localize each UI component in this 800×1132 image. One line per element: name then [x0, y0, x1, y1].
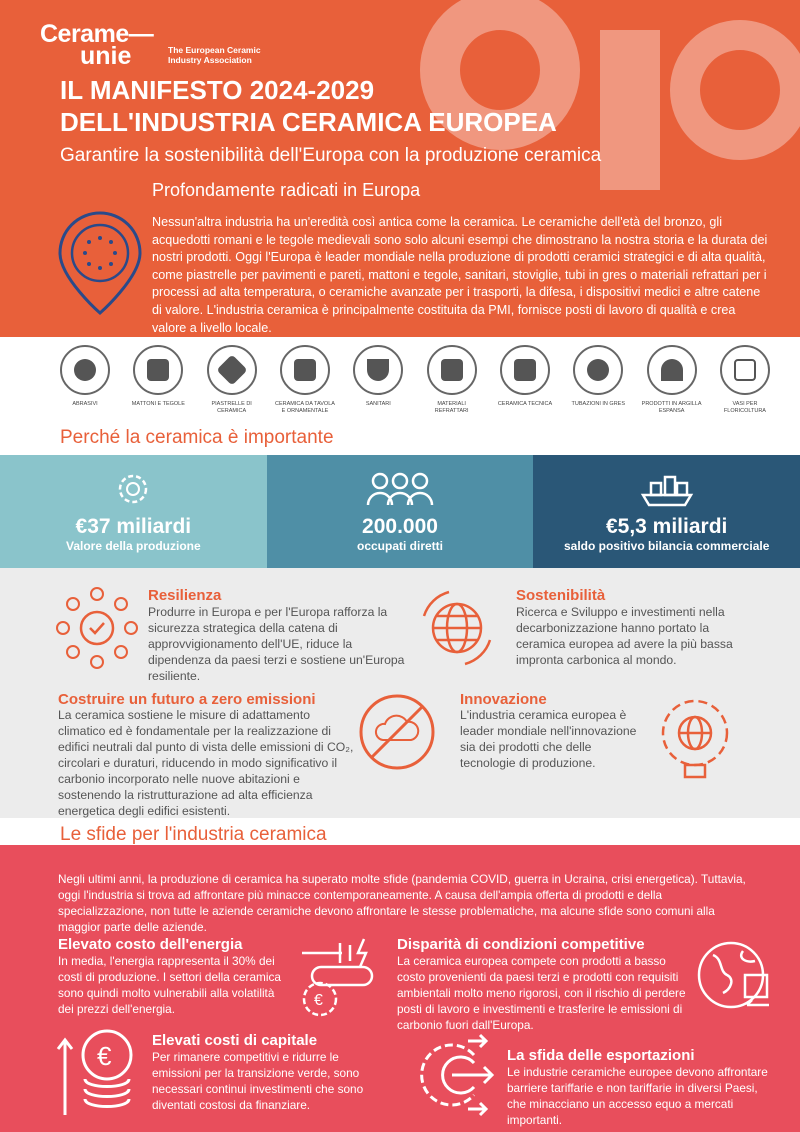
product-item: ABRASIVI [55, 345, 115, 415]
stat-employment: 200.000 occupati diretti [267, 455, 534, 568]
challenges-title: Le sfide per l'industria ceramica [60, 824, 327, 845]
stats-band [0, 455, 800, 568]
sink-icon [353, 345, 403, 395]
stat-production: €37 miliardi Valore della produzione [0, 455, 267, 568]
challenge-title: Elevato costo dell'energia [58, 936, 243, 953]
stars-check-icon [55, 586, 140, 671]
block-title: Costruire un futuro a zero emissioni [58, 691, 316, 708]
gear-icon [113, 469, 153, 509]
gear-bulb-globe-icon [650, 693, 740, 785]
intro-paragraph: Nessun'altra industria ha un'eredità così antica come la ceramica. Le ceramiche dell'età del bronzo, gli acquedotti romani e le tegole medievali sono solo alcuni esempi che dimostrano la nostra storia e la durata dei nostri prodotti. Oggi l'Europa è leader mondiale nella produzione di prodotti ceramici strategici e di alta qualità, come piastrelle per pavimenti e pareti, mattoni e tegole, sanitari, stoviglie, tubi in gres o materiali refrattari per i processi ad alta temperatura, o ceramiche avanzate per i trasporti, la difesa, i dispositivi medici e altre catene di valore. L'industria ceramica è principalmente costituita da PMI, fornisce posti di lavoro di qualità e crea valore a livello locale. [152, 215, 768, 335]
product-item: PIASTRELLE DI CERAMICA [202, 345, 262, 415]
logo: Cerame— [40, 20, 154, 48]
product-item: MATERIALI REFRATTARI [422, 345, 482, 415]
circuit-icon [500, 345, 550, 395]
logo-tagline: The European Ceramic Industry Association [168, 45, 261, 65]
page-title: IL MANIFESTO 2024-2029 DELL'INDUSTRIA CERAMICA EUROPEA [60, 75, 557, 137]
product-item: TUBAZIONI IN GRES [568, 345, 628, 415]
pipe-icon [573, 345, 623, 395]
gear-arrows-icon [412, 1033, 497, 1118]
block-text: La ceramica sostiene le misure di adattamento climatico ed è fondamentale per la realizzazione di edifici neutrali dal punto di vista delle emissioni di CO₂, circolari e duraturi, riducendo in modo significativo il carbonio incorporato nelle nuove abitazioni e sostenendo la ristrutturazione ad alta efficienza energetica degli edifici esistenti. [58, 708, 354, 818]
product-item: CERAMICA DA TAVOLA E ORNAMENTALE [275, 345, 335, 415]
no-cloud-icon [355, 690, 440, 775]
challenge-title: Disparità di condizioni competitive [397, 936, 645, 953]
header-banner [0, 0, 800, 337]
stat-trade-balance: €5,3 miliardi saldo positivo bilancia commerciale [533, 455, 800, 568]
logo-line2: unie [80, 42, 132, 70]
benefits-section [0, 568, 800, 818]
people-icon [365, 469, 435, 509]
globe-leaves-icon [412, 586, 502, 671]
challenge-text: Per rimanere competitivi e ridurre le emissioni per la transizione verde, sono necessari continui investimenti che sono diventati costosi da finanziare. [152, 1050, 364, 1112]
block-text: Produrre in Europa e per l'Europa rafforza la sicurezza strategica della catena di approvvigionamento dell'UE, riduce la dipendenza da paesi terzi e sostiene un'Europa resiliente. [148, 605, 405, 683]
section-title: Profondamente radicati in Europa [152, 180, 421, 200]
block-text: L'industria ceramica europea è leader mondiale nell'innovazione sia dei prodotti che delle tecnologie di produzione. [460, 708, 637, 770]
euro-coins-arrow-icon [55, 1023, 140, 1118]
product-item: PRODOTTI IN ARGILLA ESPANSA [642, 345, 702, 415]
block-text: Ricerca e Sviluppo e investimenti nella decarbonizzazione hanno portato la ceramica europea ad avere la più bassa impronta carbonica al mondo. [516, 605, 733, 667]
challenge-text: La ceramica europea compete con prodotti a basso costo provenienti da paesi terzi e prodotti con requisiti ambientali molto meno rigorosi, con il rischio di perdere posti di lavoro e investimenti e trasferire le emissioni di carbonio fuori dall'Europa. [397, 954, 686, 1032]
product-icons-row [55, 345, 775, 415]
challenge-text: In media, l'energia rappresenta il 30% dei costi di produzione. I settori della ceramica sono quindi molto vulnerabili alla volatilità dei prezzi dell'energia. [58, 954, 281, 1016]
block-title: Sostenibilità [516, 587, 606, 604]
plug-euro-gear-icon [292, 935, 377, 1020]
brick-roof-icon [133, 345, 183, 395]
globe-package-icon [693, 933, 778, 1018]
challenge-title: La sfida delle esportazioni [507, 1047, 695, 1064]
clay-balls-icon [647, 345, 697, 395]
tiles-icon [207, 345, 257, 395]
plant-pot-icon [720, 345, 770, 395]
challenges-section [0, 845, 800, 1132]
eu-location-pin-icon [55, 208, 145, 318]
importance-title: Perché la ceramica è importante [60, 427, 334, 448]
fire-icon [427, 345, 477, 395]
product-item: SANITARI [348, 345, 408, 415]
product-item: CERAMICA TECNICA [495, 345, 555, 415]
block-title: Resilienza [148, 587, 222, 604]
block-title: Innovazione [460, 691, 547, 708]
cargo-ship-icon [639, 469, 695, 509]
challenge-title: Elevati costi di capitale [152, 1032, 318, 1049]
subtitle: Garantire la sostenibilità dell'Europa con la produzione ceramica [60, 145, 602, 166]
product-item: VASI PER FLORICOLTURA [715, 345, 775, 415]
svg-text:€: € [97, 1041, 112, 1071]
challenges-intro: Negli ultimi anni, la produzione di ceramica ha superato molte sfide (pandemia COVID, guerra in Ucraina, crisi energetica). Tuttavia, oggi l'industria si trova ad affrontare più minacce contemporaneamente. A causa dell'ampia offerta di prodotti e della specializzazione, non tutte le aziende ceramiche devono affrontare le stesse problematiche, ma alcune sfide sono comuni alla maggior parte delle aziende. [58, 872, 746, 934]
svg-text:€: € [314, 992, 323, 1009]
challenge-text: Le industrie ceramiche europee devono affrontare barriere tariffarie e non tariffarie in diversi Paesi, che minacciano un accesso equo a mercati importanti. [507, 1065, 768, 1127]
abrasive-disc-icon [60, 345, 110, 395]
product-item: MATTONI E TEGOLE [128, 345, 188, 415]
cup-icon [280, 345, 330, 395]
